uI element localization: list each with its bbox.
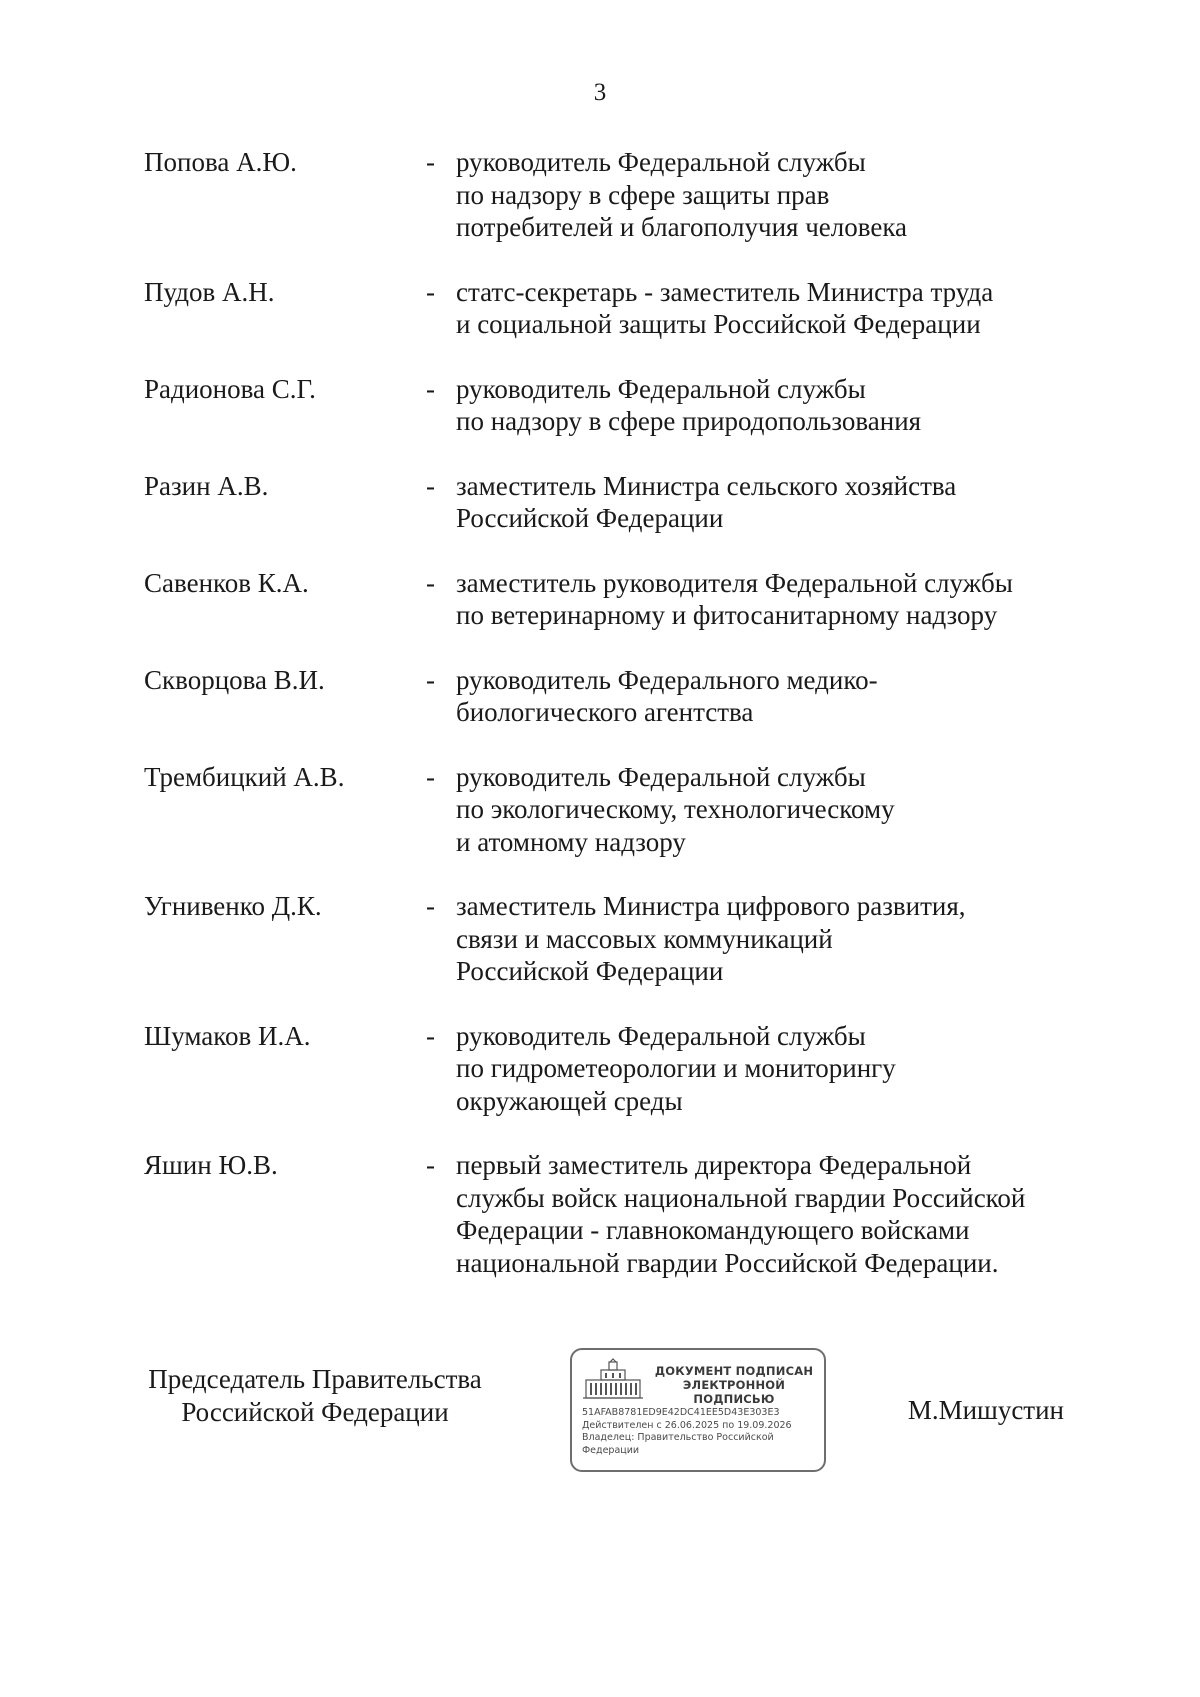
position-line: заместитель Министра сельского хозяйства <box>456 470 957 501</box>
member-position <box>456 890 1074 988</box>
position-line: потребителей и благополучия человека <box>456 212 908 242</box>
position-line: и социальной защиты Российской Федерации <box>456 309 981 339</box>
member-row <box>144 890 1074 988</box>
member-dash: - <box>426 373 435 404</box>
stamp-heading <box>648 1364 820 1406</box>
signer-name: М.Мишустин <box>907 1395 1064 1425</box>
member-position <box>456 1149 1074 1279</box>
member-dash: - <box>426 761 435 792</box>
position-line: биологического агентства <box>456 697 754 727</box>
position-line: службы войск национальной гвардии Российской <box>456 1182 1026 1213</box>
member-row <box>144 567 1074 632</box>
position-line: связи и массовых коммуникаций <box>456 923 833 954</box>
stamp-heading-line: ДОКУМЕНТ ПОДПИСАН <box>654 1364 814 1378</box>
position-line: Российской Федерации <box>456 503 724 533</box>
member-row <box>144 373 1074 438</box>
position-line: руководитель Федеральной службы <box>456 1020 866 1051</box>
member-name: Яшин Ю.В. <box>144 1150 278 1180</box>
position-line: по надзору в сфере защиты прав <box>456 179 830 210</box>
member-dash: - <box>426 567 435 598</box>
member-name: Попова А.Ю. <box>144 147 297 177</box>
member-dash: - <box>426 664 435 695</box>
position-line: и атомному надзору <box>456 826 686 857</box>
member-position <box>456 470 1074 535</box>
member-row <box>144 146 1074 244</box>
position-line: руководитель Федеральной службы <box>456 761 866 792</box>
members-list <box>144 146 1074 1311</box>
member-name: Радионова С.Г. <box>144 373 316 404</box>
member-position <box>456 373 1074 438</box>
member-position <box>456 146 1074 244</box>
position-line: заместитель Министра цифрового развития, <box>456 891 966 921</box>
member-dash: - <box>426 470 435 501</box>
position-line: Российской Федерации <box>456 956 724 986</box>
member-row <box>144 276 1074 341</box>
member-position <box>456 1020 1074 1118</box>
member-name: Трембицкий А.В. <box>144 761 345 792</box>
position-line: руководитель Федеральной службы <box>456 373 866 404</box>
member-position <box>456 567 1074 632</box>
position-line: руководитель Федерального медико- <box>456 664 878 695</box>
certificate-number: 51AFAB8781ED9E42DC41EE5D43E303E3 <box>582 1407 780 1418</box>
member-name: Скворцова В.И. <box>144 664 325 695</box>
member-name: Пудов А.Н. <box>144 276 275 307</box>
member-name: Шумаков И.А. <box>144 1020 311 1051</box>
chairman-title <box>130 1363 500 1429</box>
position-line: статс-секретарь - заместитель Министра труда <box>456 276 994 307</box>
stamp-details <box>582 1407 822 1457</box>
member-dash: - <box>426 276 435 307</box>
member-dash: - <box>426 147 435 177</box>
member-dash: - <box>426 1150 435 1180</box>
position-line: по ветеринарному и фитосанитарному надзору <box>456 600 998 630</box>
member-position <box>456 276 1074 341</box>
position-line: по надзору в сфере природопользования <box>456 406 922 436</box>
government-building-icon <box>582 1358 644 1402</box>
position-line: первый заместитель директора Федеральной <box>456 1150 972 1180</box>
member-position <box>456 761 1074 859</box>
member-dash: - <box>426 891 435 921</box>
position-line: заместитель руководителя Федеральной службы <box>456 567 1013 598</box>
position-line: по гидрометеорологии и мониторингу <box>456 1053 896 1083</box>
page-number: 3 <box>593 79 607 106</box>
position-line: руководитель Федеральной службы <box>456 147 866 177</box>
position-line: национальной гвардии Российской Федерации. <box>456 1247 999 1278</box>
member-name: Угнивенко Д.К. <box>144 891 322 921</box>
member-row <box>144 664 1074 729</box>
chairman-title-line: Российской Федерации <box>181 1397 449 1427</box>
member-row <box>144 761 1074 859</box>
member-row <box>144 1020 1074 1118</box>
electronic-signature-stamp <box>570 1348 826 1472</box>
certificate-owner: Владелец: Правительство Российской <box>582 1432 774 1443</box>
member-position <box>456 664 1074 729</box>
member-dash: - <box>426 1020 435 1051</box>
chairman-title-line: Председатель Правительства <box>148 1364 482 1394</box>
certificate-validity: Действителен с 26.06.2025 по 19.09.2026 <box>582 1419 792 1431</box>
member-row <box>144 470 1074 535</box>
certificate-owner: Федерации <box>582 1444 640 1456</box>
position-line: окружающей среды <box>456 1085 683 1116</box>
member-name: Савенков К.А. <box>144 567 309 598</box>
position-line: по экологическому, технологическому <box>456 794 895 824</box>
member-name: Разин А.В. <box>144 470 269 501</box>
stamp-heading-line: ЭЛЕКТРОННОЙ ПОДПИСЬЮ <box>682 1378 786 1406</box>
position-line: Федерации - главнокомандующего войсками <box>456 1215 970 1245</box>
member-row <box>144 1149 1074 1279</box>
